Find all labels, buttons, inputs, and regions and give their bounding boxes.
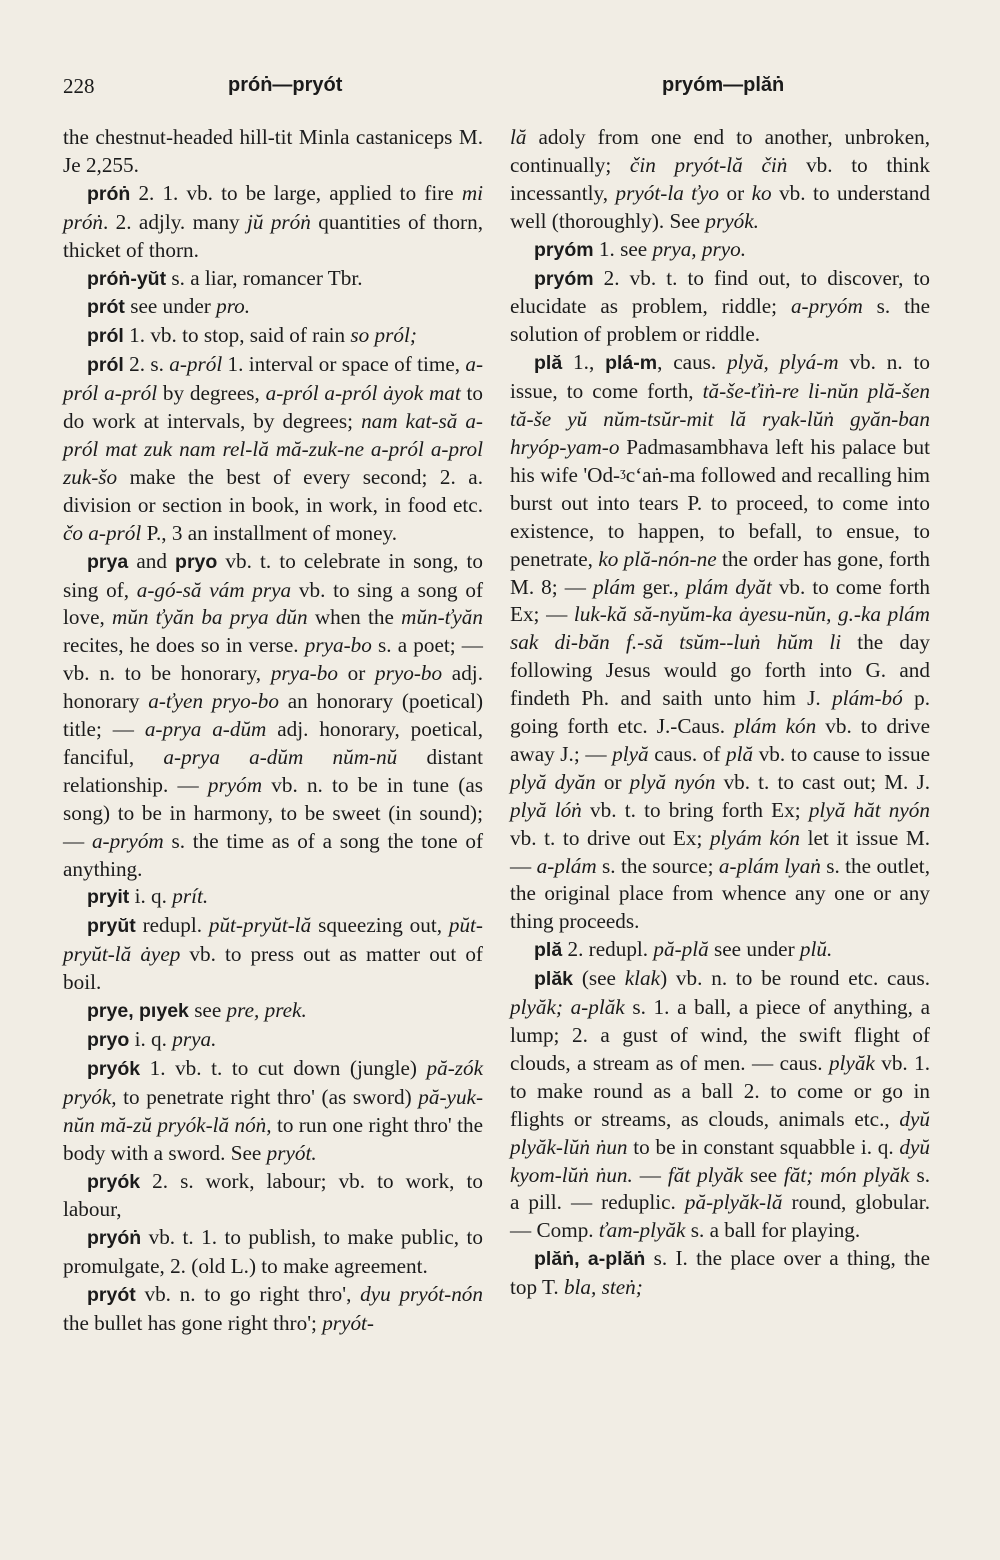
italic-term: pryót. bbox=[266, 1140, 317, 1165]
entry-text: to do work at intervals, by degrees; bbox=[63, 381, 484, 434]
italic-term: mŭn-ťyăn bbox=[401, 605, 483, 630]
entry-text: s. a pill. — reduplic. bbox=[510, 1162, 931, 1215]
entry-text: vb. t. 1. to publish, to make public, to promulgate, 2. (old L.) to make agreement. bbox=[63, 1225, 483, 1279]
entry-text: 1., bbox=[562, 350, 606, 375]
italic-term: a-gó-să vám prya bbox=[136, 577, 292, 602]
entry-text: adoly from one end to another, unbroken, continually; bbox=[510, 125, 930, 177]
italic-term: plyă bbox=[612, 741, 649, 766]
entry-text: redupl. bbox=[135, 913, 209, 938]
entry-text: or bbox=[337, 661, 375, 686]
italic-term: dyu pryót-nón bbox=[360, 1282, 483, 1307]
dictionary-entry bbox=[63, 124, 483, 180]
headword: pryók bbox=[87, 1057, 141, 1080]
italic-term: a-prya a-dŭm nŭm-nŭ bbox=[163, 744, 398, 769]
dictionary-entry bbox=[510, 349, 930, 936]
headword: próṅ-yŭt bbox=[87, 267, 167, 290]
entry-text: vb. to sing a song of love, bbox=[63, 577, 483, 630]
italic-term: ko plă-nón-ne bbox=[598, 546, 717, 571]
italic-term: nam kat-să a-pról mat zuk nam rel-lă mă-zuk-ne a-pról a-prol zuk-šo bbox=[63, 409, 483, 489]
headword: plă bbox=[534, 939, 563, 962]
headword: plăk bbox=[534, 968, 574, 991]
dictionary-entry bbox=[63, 351, 483, 547]
entry-text: see bbox=[188, 998, 227, 1023]
italic-term: plă bbox=[726, 741, 754, 766]
italic-term: luk-kă să-nyŭm-ka ȧyesu-nŭn, g.-ka plám sak di-băn f.-să tsŭm--luṅ hŭm li bbox=[510, 602, 930, 655]
entry-text: adj. honorary bbox=[63, 661, 483, 714]
entry-text: vb. to understand well (thoroughly). See bbox=[510, 180, 930, 233]
italic-term: čo a-pról bbox=[63, 520, 142, 545]
dictionary-entry bbox=[63, 1281, 483, 1338]
italic-term: pă-plă bbox=[653, 937, 709, 962]
entry-text: squeezing out, bbox=[311, 913, 449, 938]
italic-term: mi próṅ bbox=[63, 180, 483, 234]
entry-text: s. a poet; — vb. n. to be honorary, bbox=[63, 633, 483, 686]
entry-text: quantities of thorn, thicket of thorn. bbox=[63, 209, 483, 262]
entry-text: adj. honorary, poetical, fanciful, bbox=[63, 717, 483, 769]
italic-term: a-pról a-pról bbox=[63, 352, 483, 406]
entry-text: — bbox=[632, 1162, 668, 1187]
entry-text: round, globular. — Comp. bbox=[510, 1190, 930, 1243]
headword: plăṅ, a-plăṅ bbox=[534, 1248, 646, 1271]
italic-term: plyă lóṅ bbox=[510, 797, 582, 822]
italic-term: plyă nyón bbox=[629, 769, 716, 794]
headword: pról bbox=[87, 325, 124, 348]
italic-term: so pról; bbox=[350, 323, 417, 348]
italic-term: a-pryóm bbox=[790, 294, 863, 319]
italic-term: plám-bó bbox=[832, 686, 903, 711]
headword: pryo bbox=[175, 550, 218, 573]
entry-text: to run one right thro' the body with a sword. See bbox=[63, 1112, 483, 1165]
italic-term: pro. bbox=[216, 294, 251, 319]
entry-text: vb. n. to be in tune (as song) to be in harmony, to be sweet (in sound); — bbox=[63, 772, 483, 853]
dictionary-entry bbox=[63, 293, 483, 322]
italic-term: plyă, plyá-m bbox=[727, 350, 839, 375]
headword: pryo bbox=[87, 1029, 130, 1051]
entry-text: s. the time as of a song the tone of anything. bbox=[63, 828, 484, 881]
italic-term: pŭt-pryŭt-lă ȧyep bbox=[63, 913, 483, 967]
right-column bbox=[510, 124, 930, 1302]
entry-text: an honorary (poetical) title; — bbox=[63, 689, 484, 742]
italic-term: pryóm bbox=[207, 772, 263, 797]
dictionary-entry bbox=[63, 1055, 483, 1168]
entry-text: 1. interval or space of time, bbox=[222, 352, 466, 377]
dictionary-entry bbox=[63, 548, 483, 884]
entry-text: by degrees, bbox=[157, 381, 266, 406]
italic-term: prít. bbox=[172, 884, 209, 909]
dictionary-entry bbox=[63, 1168, 483, 1225]
italic-term: pryót-la ťyo bbox=[615, 180, 719, 205]
entry-text: make the best of every second; 2. a. division or section in book, in work, in food etc. bbox=[63, 464, 483, 517]
italic-term: dyŭ kyom-lŭṅ ṅun. bbox=[510, 1134, 930, 1187]
italic-term: pă-plyăk-lă bbox=[684, 1190, 783, 1215]
entry-text: 2. s. work, labour; vb. to work, to labour, bbox=[63, 1168, 483, 1222]
headword: prye, pıyek bbox=[87, 1000, 189, 1023]
entry-text: see under bbox=[708, 937, 800, 962]
italic-term: plám dyăt bbox=[685, 574, 772, 599]
italic-term: tă-še-ťiṅ-re li-nŭn plă-šen tă-še yŭ nŭm-tsŭr-mit lă ryak-lŭṅ gyăn-ban hryóp-yam-o bbox=[510, 379, 930, 459]
entry-text: vb. t. to drive out Ex; bbox=[510, 825, 710, 850]
headword: pryók bbox=[87, 1170, 141, 1193]
italic-term: a-pról bbox=[169, 352, 223, 377]
italic-term: klak bbox=[624, 966, 661, 991]
entry-text: or bbox=[719, 180, 752, 205]
entry-text: to penetrate right thro' (as sword) bbox=[116, 1084, 419, 1109]
entry-text: 2. redupl. bbox=[562, 937, 654, 962]
entry-text: 1. see bbox=[593, 236, 653, 261]
italic-term: plyám kón bbox=[709, 825, 800, 850]
entry-text: the order has gone, forth M. 8; — bbox=[510, 546, 931, 599]
entry-text: and bbox=[128, 548, 176, 573]
headword: pryóm bbox=[534, 238, 594, 261]
entry-text: P., 3 an installment of money. bbox=[141, 520, 398, 545]
entry-text: , caus. bbox=[657, 350, 728, 375]
entry-text: see bbox=[743, 1162, 784, 1187]
entry-text: vb. to drive away J.; — bbox=[510, 714, 931, 766]
italic-term: mŭn ťyăn ba prya dŭn bbox=[112, 605, 308, 630]
dictionary-entry bbox=[63, 883, 483, 912]
italic-term: prya, pryo. bbox=[652, 236, 747, 261]
dictionary-entry bbox=[63, 912, 483, 997]
italic-term: čin pryót-lă čiṅ bbox=[629, 152, 788, 177]
entry-text: s. the source; bbox=[596, 853, 719, 878]
entry-text: vb. t. to cast out; M. J. bbox=[715, 769, 930, 794]
page-number: 228 bbox=[63, 74, 95, 98]
italic-term: a-plám lyaṅ bbox=[718, 853, 821, 878]
dictionary-entry bbox=[63, 265, 483, 294]
italic-term: pryók. bbox=[705, 208, 759, 233]
entry-text: p. going forth etc. J.-Caus. bbox=[510, 686, 931, 739]
entry-text: 2. vb. t. to find out, to discover, to elucidate as problem, riddle; bbox=[510, 265, 930, 319]
right-running-head: pryóm—plăṅ bbox=[662, 74, 785, 96]
entry-text: . 2. adjly. many bbox=[103, 209, 247, 234]
entry-text: vb. 1. to make round as a ball 2. to come or go in flights or streams, as clouds, animals etc., bbox=[510, 1050, 931, 1131]
dictionary-entry bbox=[63, 997, 483, 1026]
italic-term: plám bbox=[592, 574, 636, 599]
italic-term: a-pryóm bbox=[91, 828, 164, 853]
entry-text: caus. of bbox=[648, 741, 727, 766]
entry-text: let it issue M. — bbox=[510, 825, 930, 878]
italic-term: a-prya a-dŭm bbox=[144, 717, 267, 742]
entry-text: s. a liar, romancer Tbr. bbox=[166, 265, 363, 290]
entry-text: i. q. bbox=[129, 884, 173, 909]
headword: pryŭt bbox=[87, 915, 136, 938]
headword: pryóm bbox=[534, 267, 594, 290]
italic-term: plyă hăt nyón bbox=[808, 797, 930, 822]
entry-text: see under bbox=[124, 294, 217, 319]
italic-term: lă bbox=[510, 125, 527, 149]
entry-text: ) vb. n. to be round etc. caus. bbox=[660, 966, 931, 991]
italic-term: pŭt-pryŭt-lă bbox=[208, 913, 312, 938]
italic-term: plám kón bbox=[734, 714, 817, 739]
left-running-head: próṅ—pryót bbox=[228, 74, 343, 96]
italic-term: prya-bo bbox=[270, 661, 338, 686]
entry-text: s. the outlet, the original place from whence any one or any thing proceeds. bbox=[510, 853, 930, 934]
headword: próṅ bbox=[87, 182, 131, 205]
italic-term: făt; món plyăk bbox=[783, 1162, 910, 1187]
italic-term: plyăk bbox=[828, 1050, 875, 1075]
entry-text: vb. t. to bring forth Ex; bbox=[581, 797, 809, 822]
dictionary-entry bbox=[63, 1026, 483, 1055]
italic-term: pre, prek. bbox=[226, 998, 307, 1023]
italic-term: pryót- bbox=[322, 1311, 374, 1336]
headword: pryót bbox=[87, 1284, 136, 1307]
italic-term: plŭ. bbox=[799, 937, 833, 962]
entry-text: vb. to think incessantly, bbox=[510, 152, 930, 205]
italic-term: plyă dyăn bbox=[510, 769, 596, 794]
headword: pryóṅ bbox=[87, 1227, 142, 1250]
dictionary-entry bbox=[510, 1245, 930, 1302]
italic-term: prya-bo bbox=[304, 633, 372, 658]
entry-text: to be in constant squabble i. q. bbox=[627, 1134, 900, 1159]
headword: plá-m bbox=[605, 352, 658, 375]
italic-term: prya. bbox=[172, 1027, 217, 1051]
entry-text: vb. n. to issue, to come forth, bbox=[510, 350, 930, 404]
dictionary-entry bbox=[510, 965, 930, 1245]
entry-text: 1. vb. t. to cut down (jungle) bbox=[140, 1055, 427, 1080]
entry-text: s. 1. a ball, a piece of anything, a lump; 2. a gust of wind, the swift flight of clouds, a stream as of men. — caus. bbox=[510, 995, 930, 1075]
entry-text: Padmasambhava left his palace but his wife 'Od-ᶾcʻaṅ-ma followed and recalling him burst out into tears P. to proceed, to come into existence, to happen, to befall, to ensue, to penetrate, bbox=[510, 434, 930, 571]
italic-term: făt plyăk bbox=[667, 1162, 744, 1187]
italic-term: a-ťyen pryo-bo bbox=[148, 689, 279, 714]
entry-text: 2. 1. vb. to be large, applied to fire bbox=[130, 180, 462, 205]
italic-term: pă-yuk-nŭn mă-zŭ pryók-lă nóṅ, bbox=[63, 1084, 483, 1137]
italic-term: dyŭ plyăk-lŭṅ ṅun bbox=[510, 1106, 930, 1159]
entry-text: vb. to press out as matter out of boil. bbox=[63, 942, 483, 995]
entry-text: the day following Jesus would go forth into G. and findeth Ph. and saith unto him J. bbox=[510, 630, 930, 711]
dictionary-entry bbox=[510, 936, 930, 965]
entry-text: ger., bbox=[635, 574, 686, 599]
italic-term: pryo-bo bbox=[375, 661, 443, 686]
entry-text: when the bbox=[307, 605, 402, 630]
entry-text: s. I. the place over a thing, the top T. bbox=[510, 1246, 930, 1300]
dictionary-entry bbox=[63, 322, 483, 351]
entry-text: the chestnut-headed hill-tit Minla castaniceps M. Je 2,255. bbox=[63, 125, 483, 177]
italic-term: ťam-plyăk bbox=[598, 1218, 686, 1243]
dictionary-entry bbox=[63, 180, 483, 265]
entry-text: or bbox=[595, 769, 630, 794]
entry-text: vb. to come forth Ex; — bbox=[510, 574, 930, 627]
headword: prya bbox=[87, 550, 129, 573]
entry-text: 2. s. bbox=[123, 352, 170, 377]
entry-text: s. the solution of problem or riddle. bbox=[510, 294, 930, 347]
italic-term: a-pról a-pról ȧyok mat bbox=[265, 381, 461, 406]
entry-text: s. a ball for playing. bbox=[685, 1218, 861, 1243]
entry-text: recites, he does so in verse. bbox=[63, 633, 305, 658]
entry-text: vb. to cause to issue bbox=[753, 741, 930, 766]
entry-text: vb. t. to celebrate in song, to sing of, bbox=[63, 548, 483, 602]
headword: prót bbox=[87, 296, 125, 319]
dictionary-entry bbox=[510, 124, 930, 236]
headword: pról bbox=[87, 354, 124, 377]
dictionary-entry bbox=[510, 265, 930, 350]
italic-term: plyăk; a-plăk bbox=[510, 995, 625, 1020]
dictionary-entry bbox=[63, 1224, 483, 1281]
italic-term: bla, steṅ; bbox=[563, 1275, 643, 1300]
dictionary-entry bbox=[510, 236, 930, 265]
headword: pryit bbox=[87, 886, 130, 909]
entry-text: the bullet has gone right thro'; bbox=[63, 1311, 323, 1336]
entry-text: (see bbox=[573, 966, 625, 991]
left-column bbox=[63, 124, 483, 1338]
italic-term: jŭ próṅ bbox=[247, 209, 311, 234]
entry-text: 1. vb. to stop, said of rain bbox=[123, 323, 351, 348]
entry-text: distant relationship. — bbox=[63, 744, 484, 797]
italic-term: a-plám bbox=[536, 853, 597, 878]
italic-term: pă-zók pryók, bbox=[63, 1055, 483, 1109]
entry-text: vb. n. to go right thro', bbox=[135, 1282, 361, 1307]
italic-term: ko bbox=[751, 180, 772, 205]
entry-text: i. q. bbox=[129, 1027, 173, 1051]
headword: plă bbox=[534, 352, 563, 375]
